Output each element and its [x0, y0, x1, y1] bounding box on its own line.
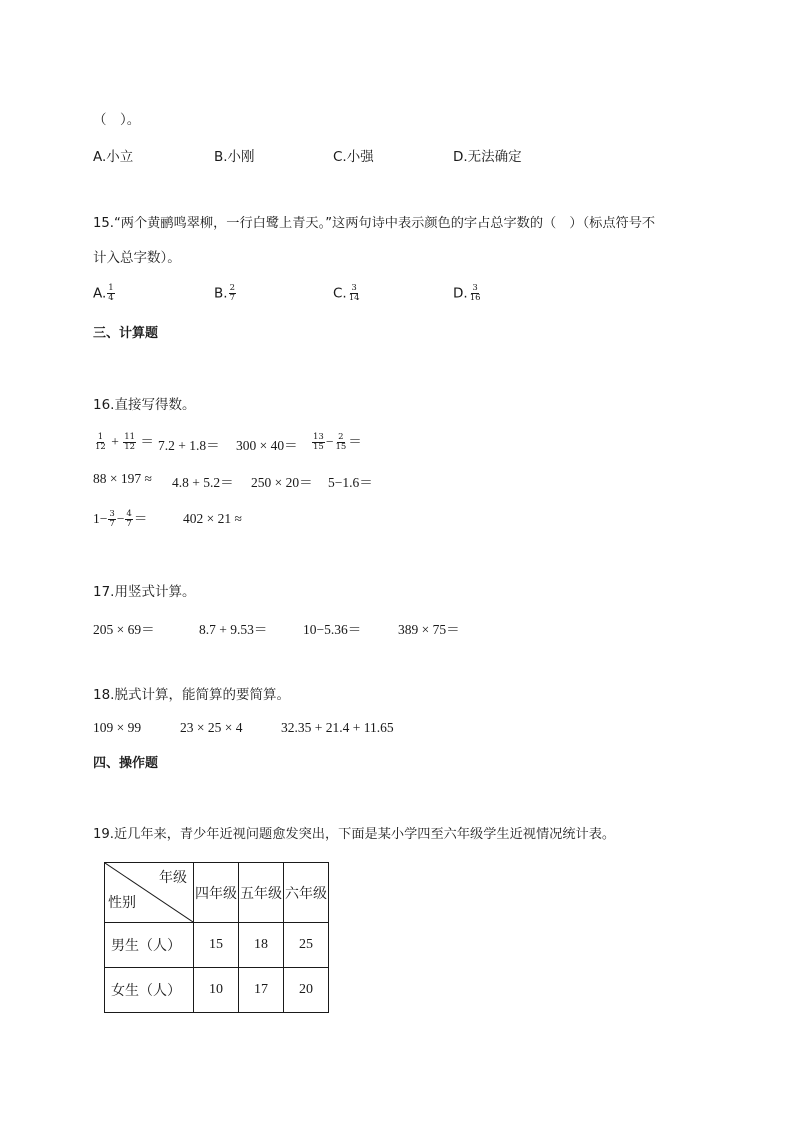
q16-row2-expr4: 5−1.6＝ — [328, 475, 373, 490]
q17-expr4: 389 × 75＝ — [398, 622, 460, 637]
section-heading-calculation: 三、计算题 — [93, 326, 159, 341]
denominator: 15 — [313, 442, 324, 453]
fraction — [469, 284, 482, 303]
table-cell: 25 — [284, 923, 329, 968]
fraction — [312, 433, 325, 452]
q16-row2-expr3: 250 × 20＝ — [251, 475, 313, 490]
option-prefix: A. — [93, 285, 107, 302]
q14-option-a: A.小立 — [93, 149, 134, 165]
table-cell: 18 — [239, 923, 284, 968]
q17-expr2: 8.7 + 9.53＝ — [199, 622, 268, 637]
q16-row3-expr2: 402 × 21 ≈ — [183, 511, 242, 526]
denominator: 12 — [95, 442, 106, 453]
corner-label-gender: 性别 — [108, 895, 136, 911]
plus-sign: + — [111, 434, 119, 449]
fraction — [229, 284, 236, 303]
column-header: 五年级 — [239, 863, 284, 923]
fraction — [125, 510, 132, 529]
numerator: 3 — [472, 283, 478, 293]
numerator: 1 — [97, 432, 104, 443]
q15-option-d — [453, 284, 483, 303]
q16-row1-expr2: 7.2 + 1.8＝ — [158, 438, 220, 453]
fraction — [107, 284, 114, 303]
column-header: 四年级 — [194, 863, 239, 923]
option-prefix: C. — [333, 285, 347, 302]
equals-sign: ＝ — [348, 434, 362, 449]
denominator: 7 — [126, 519, 132, 530]
fraction — [334, 433, 347, 452]
lead-term: 1− — [93, 511, 108, 526]
q14-tail: （ ）。 — [93, 112, 141, 128]
q14-option-b: B.小刚 — [214, 149, 255, 165]
q17-title: 17.用竖式计算。 — [93, 584, 196, 600]
row-label: 女生（人） — [105, 968, 194, 1013]
section-heading-operation: 四、操作题 — [93, 756, 159, 771]
numerator: 2 — [338, 432, 344, 443]
q16-row1-expr3: 300 × 40＝ — [236, 438, 298, 453]
equals-sign: ＝ — [140, 434, 154, 449]
numerator: 1 — [108, 283, 114, 293]
q15-question-line2: 计入总字数）。 — [93, 250, 181, 266]
q17-expr1: 205 × 69＝ — [93, 622, 155, 637]
q16-row1-expr4 — [311, 430, 362, 452]
table-cell: 20 — [284, 968, 329, 1013]
denominator: 14 — [348, 293, 360, 303]
q18-expr2: 23 × 25 × 4 — [180, 720, 243, 735]
numerator: 3 — [109, 509, 115, 520]
q16-title: 16.直接写得数。 — [93, 397, 196, 413]
equals-sign: ＝ — [133, 511, 148, 526]
table-row — [105, 923, 329, 968]
q16-row2-expr1: 88 × 197 ≈ — [93, 471, 152, 486]
minus-sign: − — [116, 511, 125, 526]
q16-row2-expr2: 4.8 + 5.2＝ — [172, 475, 234, 490]
q19-title: 19.近几年来，青少年近视问题愈发突出，下面是某小学四至六年级学生近视情况统计表。 — [93, 827, 616, 842]
denominator: 4 — [108, 293, 114, 303]
denominator: 16 — [469, 293, 481, 303]
numerator: 3 — [351, 283, 357, 293]
q15-option-b — [214, 284, 237, 303]
q15-option-c — [333, 284, 362, 303]
q18-title: 18.脱式计算，能简算的要简算。 — [93, 687, 290, 703]
table-cell: 15 — [194, 923, 239, 968]
denominator: 7 — [109, 519, 115, 530]
q17-expr3: 10−5.36＝ — [303, 622, 362, 637]
fraction — [348, 284, 361, 303]
q18-expr3: 32.35 + 21.4 + 11.65 — [281, 720, 394, 735]
denominator: 15 — [335, 442, 347, 453]
table-corner-cell — [105, 863, 194, 923]
denominator: 12 — [124, 442, 136, 453]
numerator: 13 — [313, 432, 324, 443]
numerator: 11 — [124, 432, 136, 443]
fraction — [123, 433, 136, 452]
fraction — [108, 510, 115, 529]
numerator: 2 — [229, 283, 235, 293]
numerator: 4 — [126, 509, 132, 520]
q16-row1-expr1 — [93, 430, 154, 452]
table-row — [105, 968, 329, 1013]
corner-label-grade: 年级 — [159, 870, 187, 886]
minus-sign: − — [325, 434, 334, 449]
myopia-statistics-table — [104, 862, 329, 1013]
table-cell: 10 — [194, 968, 239, 1013]
table-header-row — [105, 863, 329, 923]
option-prefix: D. — [453, 285, 468, 302]
option-prefix: B. — [214, 285, 228, 302]
q14-option-c: C.小强 — [333, 149, 374, 165]
denominator: 7 — [229, 293, 235, 303]
row-label: 男生（人） — [105, 923, 194, 968]
fraction — [94, 433, 107, 452]
table-cell: 17 — [239, 968, 284, 1013]
q16-row3-expr1 — [93, 507, 147, 529]
q14-option-d: D.无法确定 — [453, 149, 522, 165]
q15-option-a — [93, 284, 116, 303]
q15-question-line1: 15.“两个黄鹂鸣翠柳，一行白鹭上青天。”这两句诗中表示颜色的字占总字数的（ ）（标点符号不 — [93, 216, 656, 231]
q18-expr1: 109 × 99 — [93, 720, 142, 735]
column-header: 六年级 — [284, 863, 329, 923]
